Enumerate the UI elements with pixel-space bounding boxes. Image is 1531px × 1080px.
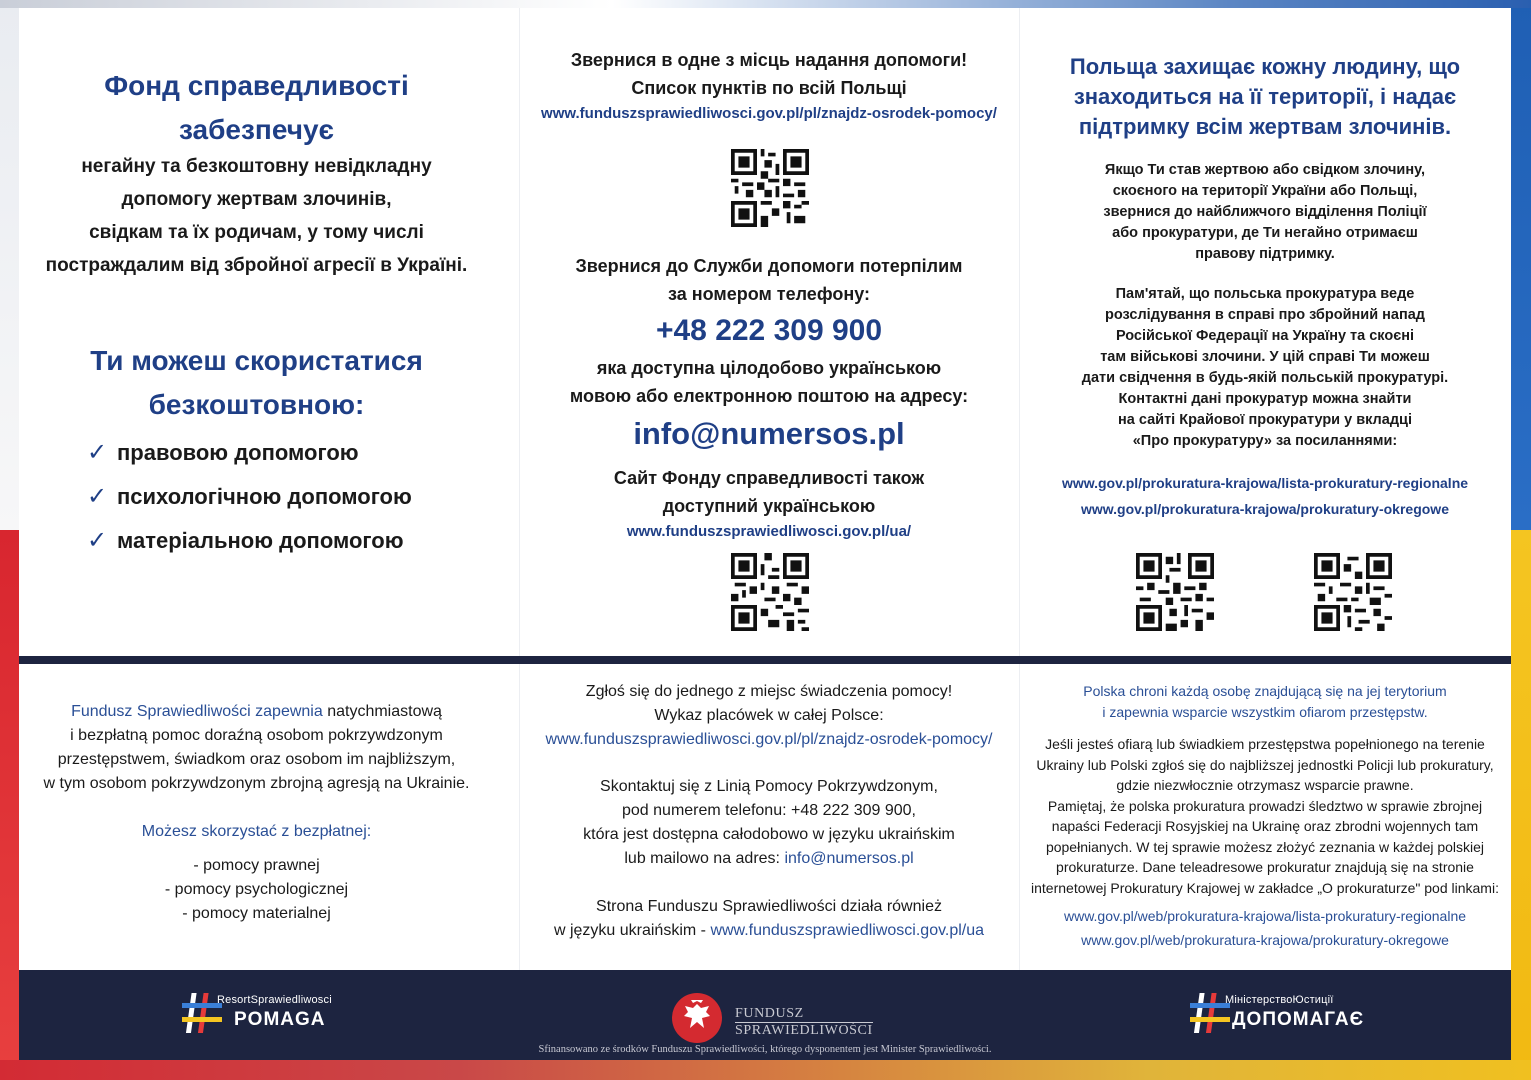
availability-line: яка доступна цілодобово українською (596, 358, 942, 378)
site-line: Сайт Фонду справедливості також (613, 468, 925, 488)
list-item: - pomocy prawnej (193, 857, 320, 874)
fund-line: негайну та безкоштовну невідкладну (81, 156, 432, 177)
fund-title-2: забезпечує (179, 114, 334, 145)
funding-fine-print: Sfinansowano ze środków Funduszu Sprawiedliwości, którego dysponentem jest Minister Sprawiedliwości. (538, 1044, 992, 1055)
fund-pl-line: w tym osobom pokrzywdzonym zbrojną agresją na Ukrainie. (43, 775, 470, 792)
panel-prosecutor-ua (1019, 8, 1511, 658)
panel-contact-ua (519, 8, 1019, 658)
panel-contact-pl (519, 680, 1019, 943)
contact-pl-line: lub mailowo na adres: info@numersos.pl (624, 850, 914, 867)
poland-protects-pl-heading: i zapewnia wsparcie wszystkim ofiarom przestępstw. (1102, 703, 1428, 720)
contact-pl-line: w języku ukraińskim - www.funduszsprawiedliwosci.gov.pl/ua (553, 922, 985, 939)
fund-line: допомогу жертвам злочинів, (121, 189, 392, 210)
contact-pl-line: pod numerem telefonu: +48 222 309 900, (622, 802, 916, 819)
eagle-emblem-icon (671, 992, 723, 1044)
district-prosecutors-pl-link[interactable]: www.gov.pl/web/prokuratura-krajowa/prokuratury-okregowe (1081, 932, 1449, 948)
help-places-pl-link[interactable]: www.funduszsprawiedliwosci.gov.pl/pl/znajdz-osrodek-pomocy/ (545, 731, 993, 748)
qr-code-icon (731, 149, 809, 227)
site-line: доступний українською (662, 496, 876, 516)
panel-fund-ua (19, 8, 519, 658)
fund-logo: FUNDUSZ SPRAWIEDLIWOŚCI (671, 992, 871, 1042)
poland-protects-heading: підтримку всім жертвам злочинів. (1078, 114, 1452, 139)
site-link[interactable]: www.funduszsprawiedliwosci.gov.pl/ua/ (626, 523, 912, 540)
investigation-line: там військові злочини. У цій справі Ти можеш (1100, 349, 1430, 365)
site-pl-link[interactable]: www.funduszsprawiedliwosci.gov.pl/ua (710, 922, 985, 939)
poland-protects-heading: Польща захищає кожну людину, що (1069, 54, 1461, 79)
investigation-line: «Про прокуратуру» за посиланнями: (1132, 433, 1398, 449)
investigation-line: розслідування в справі про збройний напад (1105, 307, 1425, 323)
investigation-line: Контактні дані прокуратур можна знайти (1118, 391, 1412, 407)
list-item: ✓ психологічною допомогою (87, 475, 487, 519)
help-places-link[interactable]: www.funduszsprawiedliwosci.gov.pl/pl/znajdz-osrodek-pomocy/ (541, 105, 997, 122)
panel-fund-pl (19, 700, 519, 926)
list-item: ✓ правовою допомогою (87, 431, 487, 475)
help-places-line: Звернися в одне з місць надання допомоги! (570, 50, 968, 70)
help-places-line: Список пунктів по всій Польщі (631, 78, 907, 98)
footer-bar (19, 970, 1511, 1060)
prosecutor-pl-line: popełnianych. W tej sprawie możesz złożyć zeznania w każdej polskiej (1045, 838, 1485, 855)
investigation-line: на сайті Крайової прокуратури у вкладці (1118, 412, 1412, 428)
check-icon: ✓ (87, 527, 108, 554)
investigation-line: Пам'ятай, що польська прокуратура веде (1115, 286, 1415, 302)
fund-pl-line: Fundusz Sprawiedliwości zapewnia natychmiastową (71, 703, 442, 720)
regional-prosecutors-pl-link[interactable]: www.gov.pl/web/prokuratura-krajowa/lista-prokuratury-regionalne (1063, 908, 1467, 924)
fund-pl-line: i bezpłatną pomoc doraźną osobom pokrzywdzonym (70, 727, 443, 744)
phone-number[interactable]: +48 222 309 900 (655, 314, 883, 347)
fund-line: свідкам та їх родичам, у тому числі (89, 222, 424, 243)
list-item: ✓ матеріальною допомогою (87, 519, 487, 563)
list-item: - pomocy materialnej (182, 905, 331, 922)
free-help-pl-heading: Możesz skorzystać z bezpłatnej: (141, 823, 372, 840)
contact-pl-line: Wykaz placówek w całej Polsce: (654, 707, 884, 724)
victim-paragraph-line: або прокуратури, де Ти негайно отримаєш (1112, 225, 1418, 241)
qr-code-icon (1136, 553, 1214, 631)
resort-pomaga-logo: ResortSprawiedliwosci POMAGA (179, 990, 379, 1040)
availability-line: мовою або електронною поштою на адресу: (569, 386, 969, 406)
help-checklist (87, 431, 487, 563)
investigation-line: Російської Федерації на Україну та скоєні (1115, 328, 1415, 344)
bottom-edge (0, 1060, 1531, 1080)
victim-line: Звернися до Служби допомоги потерпілим (575, 256, 963, 276)
fund-line: постраждалим від збройної агресії в Україні. (45, 255, 468, 276)
prosecutor-pl-line: internetowej Prokuratury Krajowej w zakładce „O prokuraturze" pod linkami: (1031, 879, 1499, 896)
prosecutor-pl-line: prokuraturze. Dane teleadresowe prokuratur znajdują się na stronie (1056, 859, 1474, 875)
contact-pl-line: Zgłoś się do jednego z miejsc świadczenia pomocy! (585, 683, 953, 700)
qr-code-icon (1314, 553, 1392, 631)
section-divider (19, 656, 1511, 664)
ministry-dopomagaye-logo: МіністерствоЮстиції ДОПОМАГАЄ (1187, 990, 1407, 1040)
fund-pl-line: przestępstwem, świadkom oraz osobom im najbliższym, (57, 751, 456, 768)
victim-paragraph-line: правову підтримку. (1195, 246, 1335, 262)
prosecutor-pl-line: Jeśli jesteś ofiarą lub świadkiem przestępstwa popełnionego na terenie (1045, 736, 1485, 752)
investigation-line: дати свідчення в будь-якій польській прокуратурі. (1081, 370, 1449, 386)
contact-pl-line: która jest dostępna całodobowo w języku ukraińskim (583, 826, 955, 843)
email-pl-link[interactable]: info@numersos.pl (784, 850, 914, 867)
check-icon: ✓ (87, 439, 108, 466)
qr-code-icon (731, 553, 809, 631)
contact-pl-line: Skontaktuj się z Linią Pomocy Pokrzywdzonym, (600, 778, 938, 795)
prosecutor-pl-line: Pamiętaj, że polska prokuratura prowadzi śledztwo w sprawie zbrojnej (1047, 797, 1483, 814)
top-edge (0, 0, 1531, 8)
panel-prosecutor-pl (1019, 681, 1511, 952)
email-link[interactable]: info@numersos.pl (633, 416, 905, 451)
victim-line: за номером телефону: (668, 284, 870, 304)
prosecutor-pl-line: gdzie niezwłocznie otrzymasz wsparcie prawne. (1116, 777, 1414, 793)
leaflet-sheet (19, 8, 1511, 1060)
free-help-heading-2: безкоштовною: (148, 389, 365, 420)
regional-prosecutors-link[interactable]: www.gov.pl/prokuratura-krajowa/lista-prokuratury-regionalne (1061, 475, 1469, 491)
poland-protects-pl-heading: Polska chroni każdą osobę znajdującą się na jej terytorium (1083, 683, 1447, 699)
contact-pl-line: Strona Funduszu Sprawiedliwości działa również (596, 898, 942, 915)
victim-paragraph-line: Якщо Ти став жертвою або свідком злочину, (1104, 162, 1426, 178)
check-icon: ✓ (87, 483, 108, 510)
prosecutor-pl-line: Ukrainy lub Polski zgłoś się do najbliższej jednostki Policji lub prokuratury, (1036, 756, 1494, 773)
victim-paragraph-line: скоєного на території України або Польщі, (1112, 183, 1418, 199)
poland-protects-heading: знаходиться на її території, і надає (1073, 84, 1457, 109)
fund-title-1: Фонд справедливості (104, 70, 409, 101)
free-help-heading-1: Ти можеш скористатися (90, 345, 423, 376)
prosecutor-pl-line: napaści Federacji Rosyjskiej na Ukrainę oraz zbrodni wojennych tam (1051, 818, 1479, 834)
list-item: - pomocy psychologicznej (164, 881, 349, 898)
district-prosecutors-link[interactable]: www.gov.pl/prokuratura-krajowa/prokuratury-okregowe (1081, 501, 1449, 517)
victim-paragraph-line: звернися до найближчого відділення Поліції (1103, 204, 1427, 220)
